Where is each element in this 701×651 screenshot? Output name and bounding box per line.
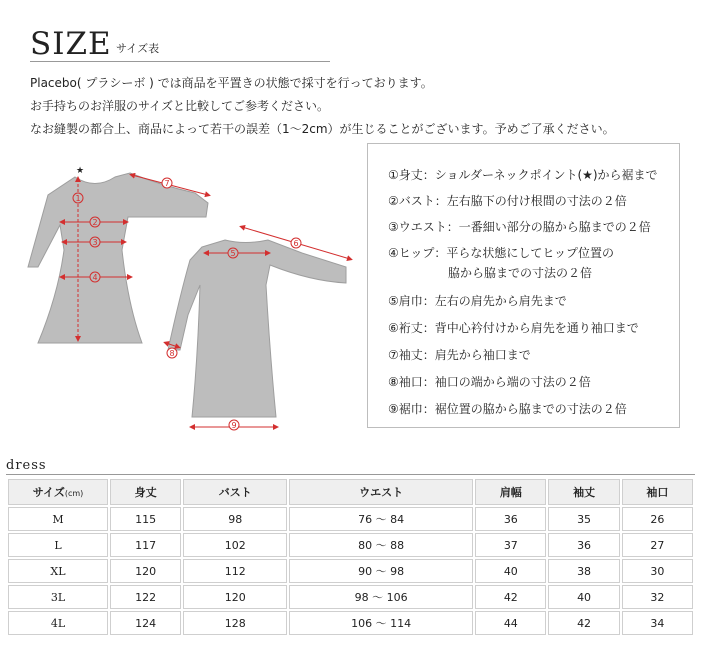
legend-item-hip-cont: 脇から脇までの寸法の２倍	[448, 266, 593, 280]
table-cell: 42	[548, 611, 619, 635]
table-cell: 80 〜 88	[289, 533, 473, 557]
marker-9: 9	[231, 421, 237, 430]
table-cell: 35	[548, 507, 619, 531]
table-cell: 112	[183, 559, 287, 583]
table-row	[8, 585, 693, 609]
size-heading	[30, 26, 330, 62]
marker-8: 8	[169, 349, 175, 358]
row-size: XL	[8, 559, 108, 583]
marker-3: 3	[92, 238, 98, 247]
legend-item-yuki: ⑥裄丈：背中心衿付けから肩先を通り袖口まで	[388, 321, 639, 335]
legend-item-hem: ⑨裾巾：裾位置の脇から脇までの寸法の２倍	[388, 402, 627, 416]
header-cuff: 袖口	[622, 479, 693, 505]
marker-1: 1	[75, 194, 81, 203]
header-sleeve: 袖丈	[548, 479, 619, 505]
table-cell: 124	[110, 611, 181, 635]
legend-item-length: ①身丈：ショルダーネックポイント(★)から裾まで	[388, 168, 658, 182]
table-cell: 120	[110, 559, 181, 583]
star-icon: ★	[76, 166, 85, 176]
table-cell: 26	[622, 507, 693, 531]
header-shoulder: 肩幅	[475, 479, 546, 505]
header-bust: バスト	[183, 479, 287, 505]
table-cell: 122	[110, 585, 181, 609]
table-cell: 76 〜 84	[289, 507, 473, 531]
table-row	[8, 611, 693, 635]
table-cell: 36	[548, 533, 619, 557]
header-size	[8, 479, 108, 505]
marker-6: 6	[293, 239, 299, 248]
table-cell: 115	[110, 507, 181, 531]
intro-line-3: なお縫製の都合上、商品によって若干の誤差（1〜2cm）が生じることがございます。予めご了承ください。	[30, 122, 615, 136]
marker-5: 5	[230, 249, 236, 258]
legend-item-hip: ④ヒップ：平らな状態にしてヒップ位置の	[388, 246, 615, 260]
table-cell: 120	[183, 585, 287, 609]
size-label: サイズ	[32, 486, 65, 499]
table-cell: 38	[548, 559, 619, 583]
page-title: SIZE	[30, 26, 112, 62]
intro-line-2: お手持ちのお洋服のサイズと比較してご参考ください。	[30, 99, 330, 113]
page-subtitle: サイズ表	[116, 42, 160, 55]
table-cell: 27	[622, 533, 693, 557]
legend-item-bust: ②バスト：左右脇下の付け根間の寸法の２倍	[388, 194, 627, 208]
table-cell: 40	[548, 585, 619, 609]
table-cell: 106 〜 114	[289, 611, 473, 635]
garment-illustration	[20, 155, 360, 440]
measurement-legend	[367, 143, 680, 428]
table-cell: 98	[183, 507, 287, 531]
table-cell: 30	[622, 559, 693, 583]
marker-4: 4	[92, 273, 98, 282]
legend-item-cuff: ⑧袖口：袖口の端から端の寸法の２倍	[388, 375, 591, 389]
legend-item-shoulder: ⑤肩巾：左右の肩先から肩先まで	[388, 294, 567, 308]
table-row	[8, 559, 693, 583]
table-cell: 42	[475, 585, 546, 609]
divider	[6, 474, 695, 475]
table-cell: 98 〜 106	[289, 585, 473, 609]
table-title: dress	[6, 458, 47, 473]
table-cell: 44	[475, 611, 546, 635]
table-cell: 36	[475, 507, 546, 531]
legend-item-waist: ③ウエスト：一番細い部分の脇から脇までの２倍	[388, 220, 651, 234]
table-header-row	[8, 479, 693, 505]
row-size: L	[8, 533, 108, 557]
unit-label: (cm)	[64, 489, 84, 498]
table-cell: 128	[183, 611, 287, 635]
back-dress-shape	[168, 240, 346, 417]
header-length: 身丈	[110, 479, 181, 505]
row-size: M	[8, 507, 108, 531]
table-cell: 117	[110, 533, 181, 557]
header-waist: ウエスト	[289, 479, 473, 505]
table-cell: 90 〜 98	[289, 559, 473, 583]
table-row	[8, 533, 693, 557]
table-cell: 102	[183, 533, 287, 557]
marker-7: 7	[164, 179, 170, 188]
table-cell: 32	[622, 585, 693, 609]
size-table	[6, 477, 695, 637]
table-cell: 40	[475, 559, 546, 583]
intro-line-1: Placebo( プラシーボ ) では商品を平置きの状態で採寸を行っております。	[30, 76, 433, 90]
row-size: 3L	[8, 585, 108, 609]
row-size: 4L	[8, 611, 108, 635]
table-cell: 34	[622, 611, 693, 635]
table-cell: 37	[475, 533, 546, 557]
intro-text	[30, 72, 615, 141]
table-row	[8, 507, 693, 531]
marker-2: 2	[92, 218, 98, 227]
legend-item-sleeve: ⑦袖丈：肩先から袖口まで	[388, 348, 531, 362]
garment-diagram	[20, 155, 360, 440]
